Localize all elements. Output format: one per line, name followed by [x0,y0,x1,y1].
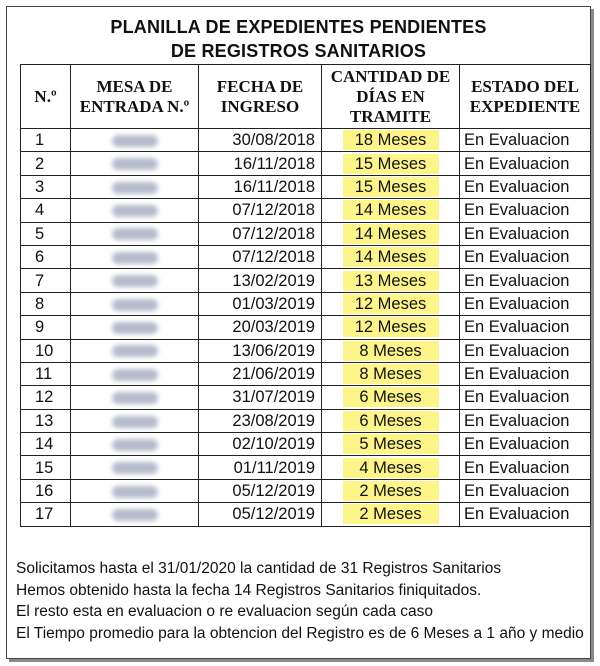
highlighted-months: 18 Meses [343,130,439,150]
cell-fecha-ingreso: 01/03/2019 [199,292,322,315]
redacted-entry-number [112,252,158,264]
cell-mesa-entrada [71,503,199,526]
cell-fecha-ingreso: 13/02/2019 [199,269,322,292]
redacted-entry-number [112,416,158,428]
cell-mesa-entrada [71,362,199,385]
highlighted-months: 4 Meses [343,458,439,478]
cell-num: 3 [21,175,71,198]
highlighted-months: 14 Meses [343,200,439,220]
cell-estado: En Evaluacion [460,292,591,315]
header-num: N.º [21,65,71,129]
cell-fecha-ingreso: 05/12/2019 [199,479,322,502]
redacted-entry-number [112,369,158,381]
table-row [21,386,591,409]
highlighted-months: 12 Meses [343,317,439,337]
cell-mesa-entrada [71,152,199,175]
cell-estado: En Evaluacion [460,362,591,385]
document-title-line2: DE REGISTROS SANITARIOS [170,41,427,61]
cell-fecha-ingreso: 05/12/2019 [199,503,322,526]
cell-dias-tramite [322,456,460,479]
table-row [21,362,591,385]
cell-num: 2 [21,152,71,175]
highlighted-months: 13 Meses [343,271,439,291]
cell-estado: En Evaluacion [460,129,591,152]
table-row [21,245,591,268]
cell-num: 16 [21,479,71,502]
cell-mesa-entrada [71,316,199,339]
table-row [21,199,591,222]
note-line: Hemos obtenido hasta la fecha 14 Registros Sanitarios finiquitados. [16,581,482,599]
highlighted-months: 15 Meses [343,154,439,174]
redacted-entry-number [112,439,158,451]
table-header-row [21,65,591,129]
cell-estado: En Evaluacion [460,479,591,502]
redacted-entry-number [112,462,158,474]
cell-fecha-ingreso: 23/08/2019 [199,409,322,432]
table-row [21,222,591,245]
table-row [21,269,591,292]
cell-mesa-entrada [71,339,199,362]
cell-num: 8 [21,292,71,315]
cell-dias-tramite [322,129,460,152]
cell-estado: En Evaluacion [460,503,591,526]
table-row [21,479,591,502]
highlighted-months: 2 Meses [343,504,439,524]
cell-fecha-ingreso: 07/12/2018 [199,245,322,268]
cell-dias-tramite [322,503,460,526]
cell-dias-tramite [322,362,460,385]
redacted-entry-number [112,392,158,404]
redacted-entry-number [112,182,158,194]
cell-mesa-entrada [71,269,199,292]
cell-fecha-ingreso: 30/08/2018 [199,129,322,152]
cell-dias-tramite [322,479,460,502]
cell-mesa-entrada [71,245,199,268]
cell-num: 12 [21,386,71,409]
cell-mesa-entrada [71,199,199,222]
note-line: Solicitamos hasta el 31/01/2020 la cantidad de 31 Registros Sanitarios [16,560,502,577]
cell-estado: En Evaluacion [460,269,591,292]
cell-estado: En Evaluacion [460,152,591,175]
cell-num: 7 [21,269,71,292]
cell-estado: En Evaluacion [460,339,591,362]
cell-dias-tramite [322,269,460,292]
cell-num: 15 [21,456,71,479]
table-body [21,129,591,527]
cell-estado: En Evaluacion [460,386,591,409]
header-fecha-ingreso: FECHA DE INGRESO [199,65,322,129]
highlighted-months: 8 Meses [343,341,439,361]
redacted-entry-number [112,228,158,240]
redacted-entry-number [112,345,158,357]
cell-mesa-entrada [71,129,199,152]
highlighted-months: 14 Meses [343,224,439,244]
cell-dias-tramite [322,152,460,175]
note-line: El Tiempo promedio para la obtencion del Registro es de 6 Meses a 1 año y medio [16,624,584,642]
cell-estado: En Evaluacion [460,456,591,479]
header-estado: ESTADO DEL EXPEDIENTE [460,65,591,129]
cell-dias-tramite [322,339,460,362]
redacted-entry-number [112,322,158,334]
table-row [21,456,591,479]
cell-dias-tramite [322,222,460,245]
cell-mesa-entrada [71,409,199,432]
note-line: El resto esta en evaluacion o re evaluacion según cada caso [16,603,434,620]
header-dias-tramite: CANTIDAD DE DÍAS EN TRAMITE [322,65,460,129]
cell-fecha-ingreso: 07/12/2018 [199,222,322,245]
cell-mesa-entrada [71,292,199,315]
redacted-entry-number [112,158,158,170]
cell-dias-tramite [322,409,460,432]
cell-dias-tramite [322,245,460,268]
highlighted-months: 6 Meses [343,387,439,407]
cell-estado: En Evaluacion [460,433,591,456]
cell-num: 14 [21,433,71,456]
cell-fecha-ingreso: 13/06/2019 [199,339,322,362]
highlighted-months: 2 Meses [343,481,439,501]
cell-num: 5 [21,222,71,245]
expedientes-table [20,64,591,527]
highlighted-months: 6 Meses [343,411,439,431]
highlighted-months: 12 Meses [343,294,439,314]
cell-num: 1 [21,129,71,152]
cell-fecha-ingreso: 31/07/2019 [199,386,322,409]
cell-num: 17 [21,503,71,526]
cell-estado: En Evaluacion [460,175,591,198]
cell-dias-tramite [322,316,460,339]
cell-num: 10 [21,339,71,362]
table-row [21,433,591,456]
highlighted-months: 15 Meses [343,177,439,197]
redacted-entry-number [112,135,158,147]
notes-block [16,558,586,644]
redacted-entry-number [112,509,158,521]
cell-num: 9 [21,316,71,339]
cell-fecha-ingreso: 16/11/2018 [199,175,322,198]
table-row [21,152,591,175]
cell-mesa-entrada [71,479,199,502]
highlighted-months: 5 Meses [343,434,439,454]
cell-mesa-entrada [71,386,199,409]
cell-fecha-ingreso: 07/12/2018 [199,199,322,222]
cell-mesa-entrada [71,433,199,456]
redacted-entry-number [112,486,158,498]
cell-dias-tramite [322,199,460,222]
cell-num: 11 [21,362,71,385]
highlighted-months: 8 Meses [343,364,439,384]
cell-fecha-ingreso: 01/11/2019 [199,456,322,479]
cell-estado: En Evaluacion [460,245,591,268]
table-row [21,503,591,526]
cell-dias-tramite [322,175,460,198]
cell-estado: En Evaluacion [460,316,591,339]
highlighted-months: 14 Meses [343,247,439,267]
cell-num: 6 [21,245,71,268]
cell-dias-tramite [322,386,460,409]
cell-estado: En Evaluacion [460,409,591,432]
redacted-entry-number [112,205,158,217]
header-mesa-entrada: MESA DE ENTRADA N.º [71,65,199,129]
cell-estado: En Evaluacion [460,222,591,245]
redacted-entry-number [112,275,158,287]
table-row [21,339,591,362]
cell-estado: En Evaluacion [460,199,591,222]
table-row [21,129,591,152]
cell-num: 13 [21,409,71,432]
cell-dias-tramite [322,433,460,456]
table-row [21,316,591,339]
cell-mesa-entrada [71,175,199,198]
cell-fecha-ingreso: 21/06/2019 [199,362,322,385]
cell-fecha-ingreso: 02/10/2019 [199,433,322,456]
cell-mesa-entrada [71,456,199,479]
cell-fecha-ingreso: 20/03/2019 [199,316,322,339]
table-row [21,175,591,198]
cell-dias-tramite [322,292,460,315]
table-row [21,292,591,315]
table-row [21,409,591,432]
redacted-entry-number [112,299,158,311]
cell-num: 4 [21,199,71,222]
cell-mesa-entrada [71,222,199,245]
cell-fecha-ingreso: 16/11/2018 [199,152,322,175]
document-title-line1: PLANILLA DE EXPEDIENTES PENDIENTES [110,17,487,37]
